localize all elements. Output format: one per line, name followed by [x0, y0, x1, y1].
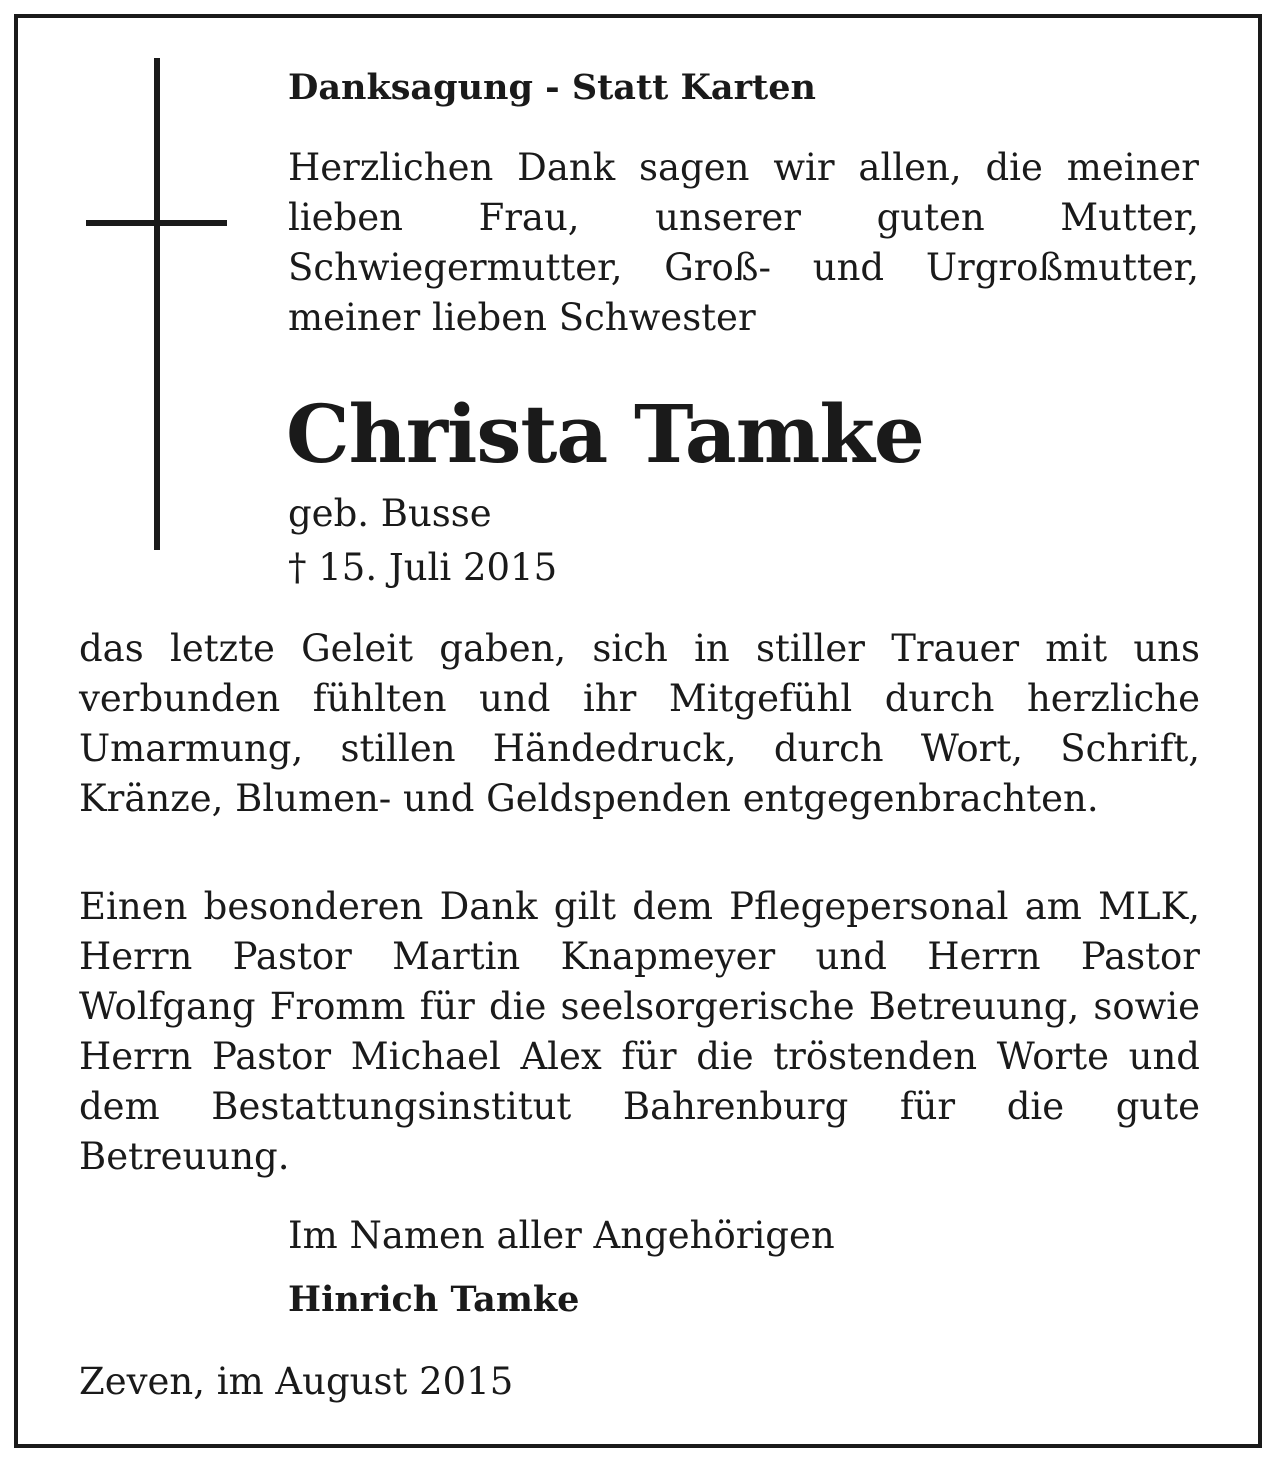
cross-icon-vertical — [154, 58, 160, 550]
thanks-paragraph-2: Einen besonderen Dank gilt dem Pflegepersonal am MLK, Herrn Pastor Martin Knapmeyer und Herrn Pastor Wolfgang Fromm für die seelsorgerische Betreuung, sowie Herrn Pastor Michael Alex für die tröstenden Worte und dem Bestattungsinstitut Bahrenburg für die gute Betreuung. — [79, 885, 1200, 1178]
birth-name: geb. Busse — [288, 492, 492, 535]
closing-line: Im Namen aller Angehörigen — [288, 1214, 835, 1257]
intro-text: Herzlichen Dank sagen wir allen, die meiner lieben Frau, unserer guten Mutter, Schwiegermutter, Groß- und Urgroßmutter, meiner lieben Schwester — [288, 146, 1199, 339]
thanks-paragraph-1: das letzte Geleit gaben, sich in stiller Trauer mit uns verbunden fühlten und ihr Mitgefühl durch herzliche Umarmung, stillen Händedruck, durch Wort, Schrift, Kränze, Blumen- und Geldspenden entgegenbrachten. — [79, 627, 1200, 820]
notice-heading: Danksagung - Statt Karten — [288, 67, 816, 108]
signer-name: Hinrich Tamke — [288, 1279, 580, 1320]
death-date: † 15. Juli 2015 — [288, 546, 558, 589]
deceased-name: Christa Tamke — [286, 387, 924, 481]
place-date: Zeven, im August 2015 — [79, 1360, 514, 1403]
cross-icon-horizontal — [86, 220, 227, 226]
